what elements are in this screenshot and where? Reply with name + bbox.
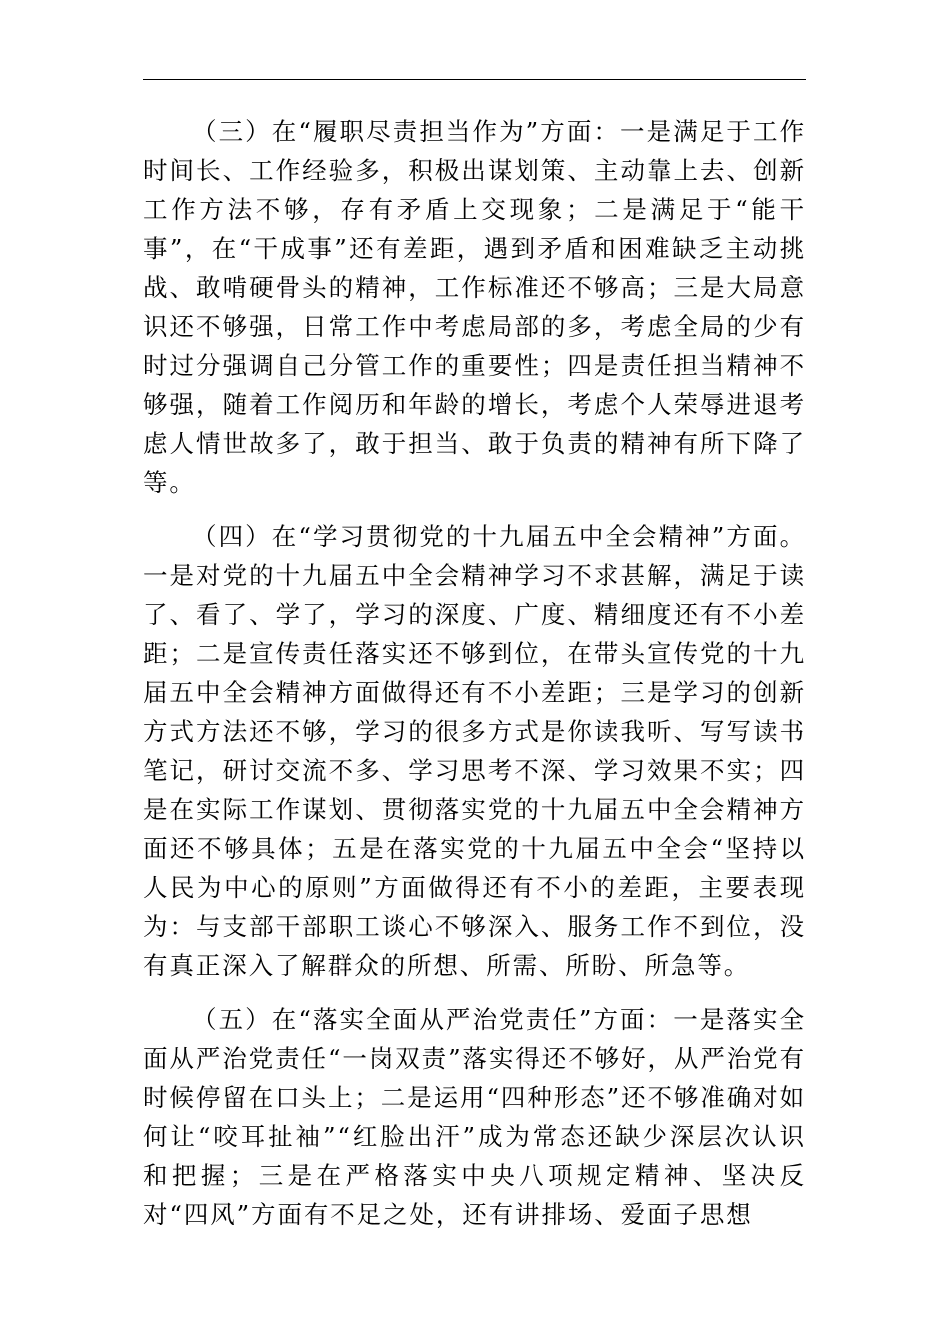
paragraph-section-5: （五）在“落实全面从严治党责任”方面：一是落实全面从严治党责任“一岗双责”落实得还不够好，从严治党有时候停留在口头上；二是运用“四种形态”还不够准确对如何让“咬耳扯袖”“红脸出汗”成为常态还缺少深层次认识和把握；三是在严格落实中央八项规定精神、坚决反对“四风”方面有不足之处，还有讲排场、爱面子思想 <box>143 1005 806 1229</box>
header-rule <box>143 79 806 80</box>
document-body <box>143 112 806 1249</box>
paragraph-section-3: （三）在“履职尽责担当作为”方面：一是满足于工作时间长、工作经验多，积极出谋划策、主动靠上去、创新工作方法不够，存有矛盾上交现象；二是满足于“能干事”，在“干成事”还有差距，遇到矛盾和困难缺乏主动挑战、敢啃硬骨头的精神，工作标准还不够高；三是大局意识还不够强，日常工作中考虑局部的多，考虑全局的少有时过分强调自己分管工作的重要性；四是责任担当精神不够强，随着工作阅历和年龄的增长，考虑个人荣辱进退考虑人情世故多了，敢于担当、敢于负责的精神有所下降了等。 <box>143 117 806 497</box>
paragraph-section-4: （四）在“学习贯彻党的十九届五中全会精神”方面。一是对党的十九届五中全会精神学习不求甚解，满足于读了、看了、学了，学习的深度、广度、精细度还有不小差距；二是宣传责任落实还不够到位，在带头宣传党的十九届五中全会精神方面做得还有不小差距；三是学习的创新方式方法还不够，学习的很多方式是你读我听、写写读书笔记，研讨交流不多、学习思考不深、学习效果不实；四是在实际工作谋划、贯彻落实党的十九届五中全会精神方面还不够具体；五是在落实党的十九届五中全会“坚持以人民为中心的原则”方面做得还有不小的差距，主要表现为：与支部干部职工谈心不够深入、服务工作不到位，没有真正深入了解群众的所想、所需、所盼、所急等。 <box>143 522 806 980</box>
